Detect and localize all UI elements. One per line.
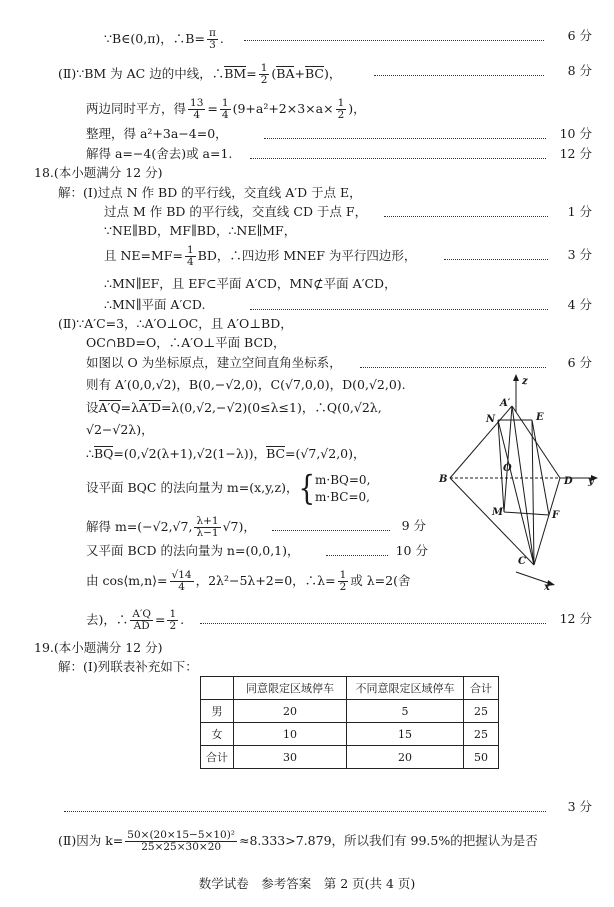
line: OC∩BD=O，∴A′O⊥平面 BCD， xyxy=(86,335,286,350)
edge-dc xyxy=(534,478,560,565)
table-cell: 20 xyxy=(347,746,464,769)
line: 如图以 O 为坐标原点，建立空间直角坐标系， xyxy=(86,355,342,370)
line-b-range: ∵B∈(0,π)，∴B= $\frac{\pi}{3}$ . xyxy=(104,27,224,51)
label-a: A′ xyxy=(500,398,511,409)
table-cell: 5 xyxy=(347,700,464,723)
line-cos: 由 cos⟨m,n⟩= $\frac{√14}{4}$ ，2λ²−5λ+2=0，∴λ= $\frac{1}{2}$ 或 λ=2(舍 xyxy=(86,569,411,593)
line: 又平面 BCD 的法向量为 n=(0,0,1)， xyxy=(86,543,300,558)
leader-dots xyxy=(384,216,548,217)
table-row xyxy=(201,700,499,723)
line-aq-vector: 设A′Q=λA′D=λ(0,√2,−√2)(0≤λ≤1)，∴Q(0,√2λ, xyxy=(86,400,382,415)
segment-ec xyxy=(532,420,534,565)
line: √2−√2λ)， xyxy=(86,422,154,437)
leader-dots xyxy=(250,309,548,310)
label-x: x xyxy=(544,582,550,592)
line-chi-square: (Ⅱ)因为 k= $\frac{\text{50×(20×15−5×10)²}}{25\times 25\times 30\times 20}$ ≈8.333>7.879，所以我们有 99.5%的把握认为是否 xyxy=(58,829,538,853)
question-18-title: 18.(本小题满分 12 分) xyxy=(34,165,163,180)
leader-dots xyxy=(244,40,544,41)
table-cell: 30 xyxy=(234,746,347,769)
page-footer: 数学试卷 参考答案 第 2 页(共 4 页) xyxy=(198,876,416,891)
score: 9 分 xyxy=(401,518,426,533)
label-z: z xyxy=(522,376,528,387)
edge-ac xyxy=(512,406,534,565)
table-cell xyxy=(201,677,234,700)
label-e: E xyxy=(536,412,544,423)
line-solve-m: 解得 m=(−√2,√7, $\frac{\lambda+1}{\lambda-1}$ √7)， xyxy=(86,515,256,539)
line: ∴MN∥EF，且 EF⊂平面 A′CD，MN⊄平面 A′CD， xyxy=(104,276,397,291)
table-cell: 男 xyxy=(201,700,234,723)
geometry-figure xyxy=(436,372,606,592)
edge-bc xyxy=(450,478,534,565)
score: 10 分 xyxy=(559,126,592,141)
score: 1 分 xyxy=(567,204,592,219)
score: 6 分 xyxy=(567,28,592,43)
leader-dots xyxy=(64,811,546,812)
z-arrow xyxy=(513,374,519,381)
line-ratio: 去)，∴ $\frac{A'Q}{AD}$ = $\frac{1}{2}$ . xyxy=(86,608,185,632)
table-cell: 女 xyxy=(201,723,234,746)
line-bm-median: (Ⅱ)∵BM 为 AC 边的中线，∴BM= $\frac{1}{2}$ (BA+BC)， xyxy=(58,62,342,86)
leader-dots xyxy=(272,530,390,531)
table-cell: 50 xyxy=(464,746,499,769)
table-cell: 合计 xyxy=(464,677,499,700)
leader-dots xyxy=(444,259,548,260)
leader-dots xyxy=(360,367,546,368)
label-f: F xyxy=(552,510,560,521)
line: 过点 M 作 BD 的平行线，交直线 CD 于点 F， xyxy=(104,204,368,219)
score: 6 分 xyxy=(567,355,592,370)
line: 解：(Ⅰ)列联表补充如下： xyxy=(58,659,198,674)
leader-dots xyxy=(326,555,388,556)
score: 4 分 xyxy=(567,297,592,312)
question-19-title: 19.(本小题满分 12 分) xyxy=(34,640,163,655)
leader-dots xyxy=(200,623,546,624)
line-normal-m: 设平面 BQC 的法向量为 m=(x,y,z)，{m·BQ=0, m·BC=0, xyxy=(86,469,371,508)
line-bq-bc: ∴BQ=(0,√2(λ+1),√2(1−λ))，BC=(√7,√2,0)， xyxy=(86,446,366,461)
table-row xyxy=(201,746,499,769)
table-cell: 25 xyxy=(464,700,499,723)
leader-dots xyxy=(250,158,546,159)
label-y: y xyxy=(588,476,594,487)
segment-ef xyxy=(532,420,549,515)
label-d: D xyxy=(564,476,573,487)
label-o: O xyxy=(503,463,512,474)
label-b: B xyxy=(439,474,448,485)
line: ∴MN∥平面 A′CD. xyxy=(104,297,206,312)
score: 12 分 xyxy=(559,611,592,626)
contingency-table xyxy=(200,676,499,769)
line: ∵NE∥BD，MF∥BD，∴NE∥MF， xyxy=(104,223,297,238)
table-cell: 合计 xyxy=(201,746,234,769)
segment-ma xyxy=(504,406,512,512)
label-c: C xyxy=(518,556,526,567)
line-parallelogram: 且 NE=MF= $\frac{1}{4}$ BD，∴四边形 MNEF 为平行四边形， xyxy=(104,244,417,268)
line-coordinates: 则有 A′(0,0,√2)，B(0,−√2,0)，C(√7,0,0)，D(0,√2,0). xyxy=(86,377,406,392)
line-simplify: 整理，得 a²+3a−4=0， xyxy=(86,126,228,141)
line-solve-a: 解得 a=−4(舍去)或 a=1. xyxy=(86,146,233,161)
line-square-both: 两边同时平方，得 $\frac{13}{4}$ = $\frac{1}{4}$ (9+a²+2×3×a× $\frac{1}{2}$ )， xyxy=(86,97,366,121)
score: 10 分 xyxy=(395,543,428,558)
table-cell: 15 xyxy=(347,723,464,746)
leader-dots xyxy=(374,75,544,76)
table-cell: 20 xyxy=(234,700,347,723)
score: 3 分 xyxy=(567,247,592,262)
score: 12 分 xyxy=(559,146,592,161)
segment-nc xyxy=(498,420,534,565)
label-n: N xyxy=(486,414,496,425)
table-header-row xyxy=(201,677,499,700)
leader-dots xyxy=(264,138,546,139)
table-cell: 同意限定区域停车 xyxy=(234,677,347,700)
score: 3 分 xyxy=(567,799,592,814)
table-cell: 10 xyxy=(234,723,347,746)
line: 解：(Ⅰ)过点 N 作 BD 的平行线，交直线 A′D 于点 E， xyxy=(58,185,362,200)
line: (Ⅱ)∵A′C=3，∴A′O⊥OC，且 A′O⊥BD， xyxy=(58,316,293,331)
table-cell: 25 xyxy=(464,723,499,746)
label-m: M xyxy=(492,507,504,518)
table-cell: 不同意限定区域停车 xyxy=(347,677,464,700)
score: 8 分 xyxy=(567,63,592,78)
table-row xyxy=(201,723,499,746)
